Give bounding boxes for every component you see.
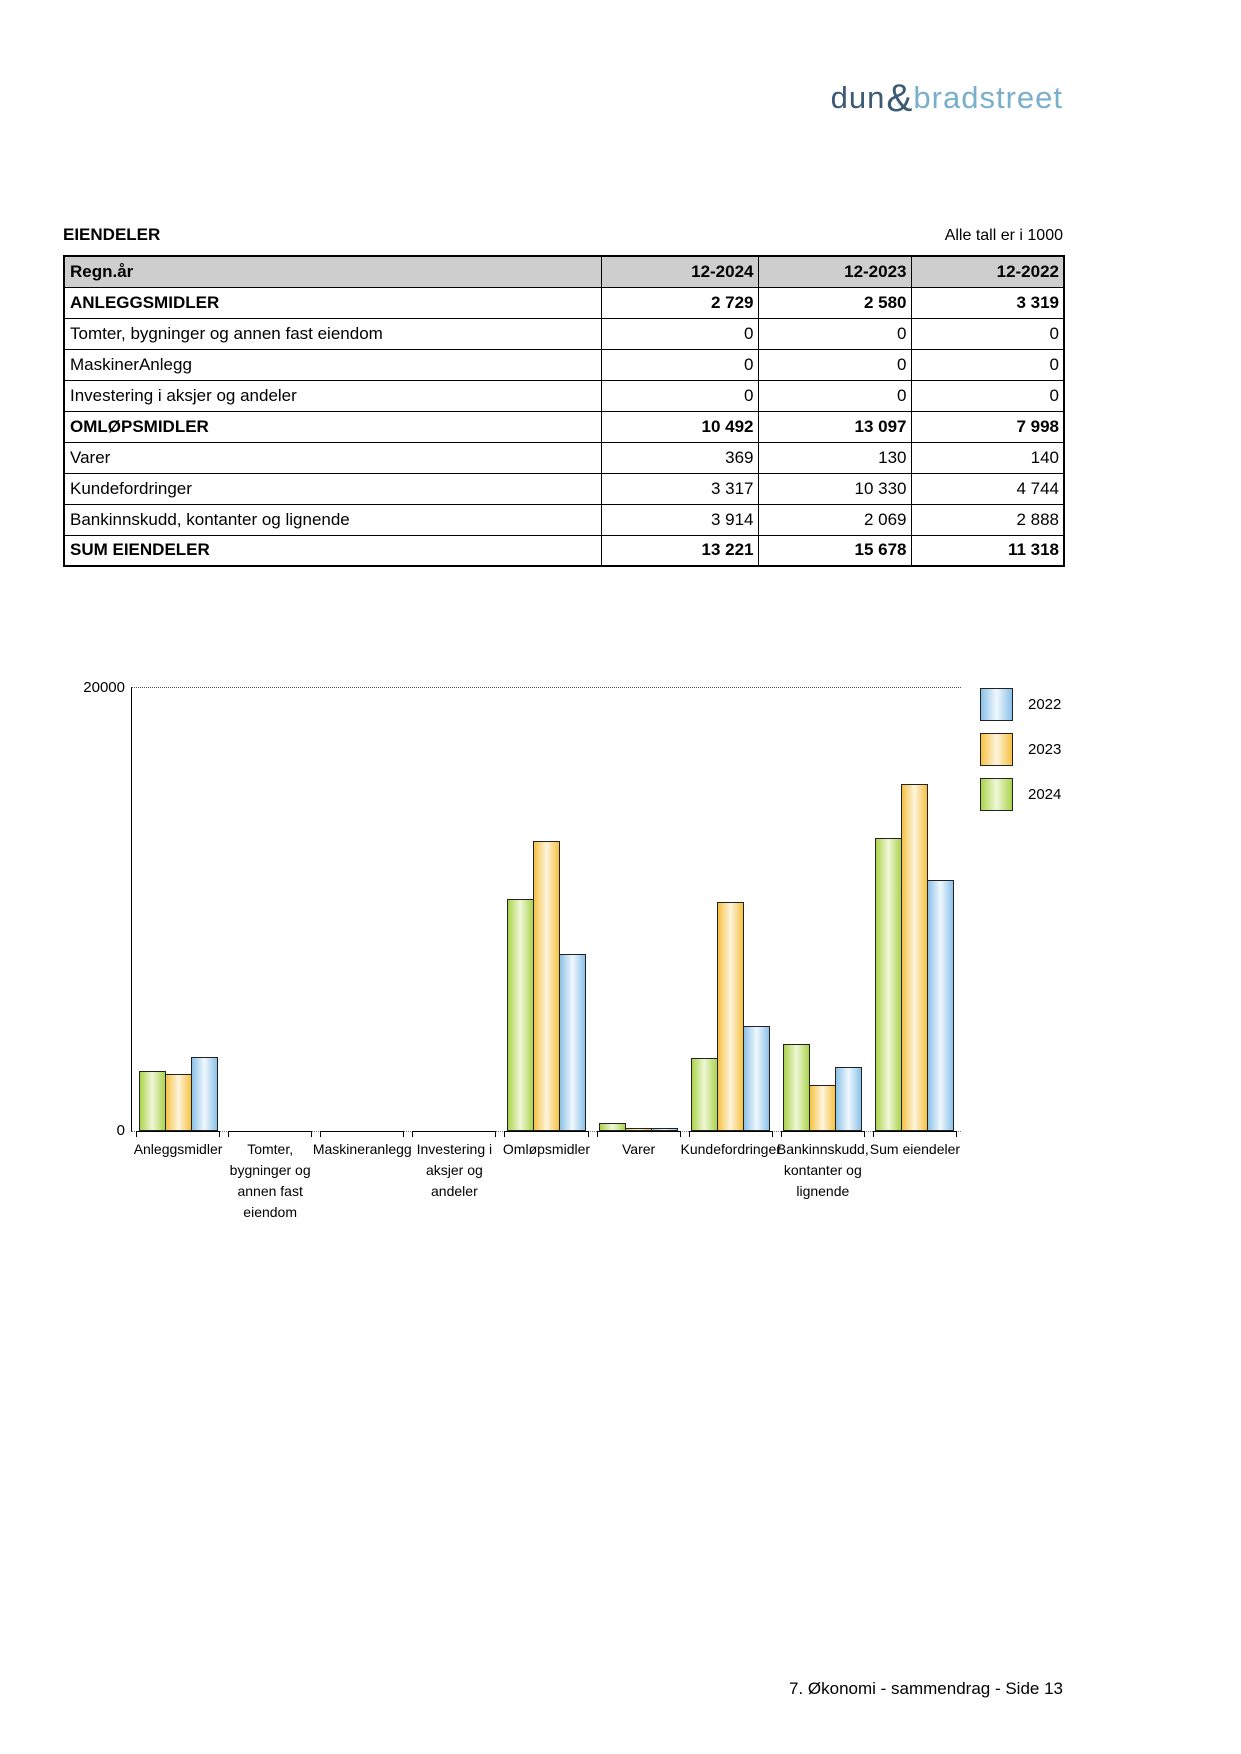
table-row [64, 504, 1064, 535]
baseline-segment [228, 1131, 312, 1132]
bar-group [132, 688, 224, 1157]
cell-value: 2 580 [758, 287, 911, 318]
table-header-row [64, 256, 1064, 287]
cell-value: 369 [601, 442, 758, 473]
axis-tick [228, 1131, 229, 1137]
section-title: EIENDELER [63, 225, 161, 244]
axis-tick [956, 1131, 957, 1137]
row-label: SUM EIENDELER [64, 535, 601, 566]
table-row [64, 473, 1064, 504]
logo-text-bradstreet: bradstreet [913, 80, 1063, 115]
bar-group [312, 688, 412, 1157]
row-label: ANLEGGSMIDLER [64, 287, 601, 318]
cell-value: 13 221 [601, 535, 758, 566]
bar-2023 [901, 784, 928, 1131]
cell-value: 0 [601, 318, 758, 349]
cell-value: 3 319 [911, 287, 1064, 318]
x-axis-label: Sum eiendeler [869, 1141, 961, 1157]
cell-value: 0 [911, 318, 1064, 349]
legend-swatch [980, 778, 1013, 811]
plot-area [131, 687, 961, 1220]
bars [132, 1057, 224, 1131]
axis-tick [588, 1131, 589, 1137]
axis-tick [772, 1131, 773, 1137]
table-row [64, 380, 1064, 411]
y-axis-tick-label-max: 20000 [83, 679, 125, 696]
axis-tick [873, 1131, 874, 1137]
table-row [64, 535, 1064, 566]
cell-value: 15 678 [758, 535, 911, 566]
baseline-segment [136, 1131, 220, 1132]
bar-2024 [507, 899, 534, 1131]
units-note: Alle tall er i 1000 [944, 227, 1063, 244]
table-row [64, 442, 1064, 473]
legend-label: 2023 [1028, 741, 1062, 758]
axis-tick [781, 1131, 782, 1137]
bar-group [500, 688, 592, 1157]
cell-value: 10 330 [758, 473, 911, 504]
bars [500, 841, 592, 1131]
legend-swatch [980, 688, 1013, 721]
cell-value: 0 [911, 380, 1064, 411]
cell-value: 7 998 [911, 411, 1064, 442]
cell-value: 4 744 [911, 473, 1064, 504]
row-label: Kundefordringer [64, 473, 601, 504]
column-header-period: 12-2023 [758, 256, 911, 287]
cell-value: 140 [911, 442, 1064, 473]
axis-tick [219, 1131, 220, 1137]
cell-value: 0 [601, 349, 758, 380]
x-axis-label: Kundefordringer [680, 1141, 781, 1157]
cell-value: 13 097 [758, 411, 911, 442]
cell-value: 0 [758, 349, 911, 380]
bar-2023 [809, 1085, 836, 1131]
bar-2024 [139, 1071, 166, 1131]
ampersand-icon: & [886, 77, 913, 120]
x-axis-label: Bankinnskudd, kontanter og lignende [776, 1141, 869, 1199]
bar-2024 [875, 838, 902, 1131]
bar-2022 [927, 880, 954, 1131]
baseline-segment [320, 1131, 404, 1132]
baseline-segment [781, 1131, 865, 1132]
axis-tick [136, 1131, 137, 1137]
legend-label: 2024 [1028, 786, 1062, 803]
assets-table [63, 255, 1065, 567]
axis-tick [403, 1131, 404, 1137]
x-axis-label: Omløpsmidler [502, 1141, 591, 1157]
cell-value: 2 888 [911, 504, 1064, 535]
section-title-row [63, 225, 1063, 245]
cell-value: 0 [758, 380, 911, 411]
bar-group [224, 688, 316, 1220]
axis-tick [680, 1131, 681, 1137]
bar-2023 [717, 902, 744, 1131]
table-row [64, 411, 1064, 442]
bar-2022 [559, 954, 586, 1131]
baseline-segment [873, 1131, 957, 1132]
legend-item-2023 [980, 733, 1061, 766]
cell-value: 0 [911, 349, 1064, 380]
table-row [64, 318, 1064, 349]
y-axis-tick-label-zero: 0 [116, 1122, 125, 1139]
column-header-period: 12-2022 [911, 256, 1064, 287]
axis-tick [597, 1131, 598, 1137]
bar-group [593, 688, 685, 1157]
x-axis-label: Anleggsmidler [133, 1141, 223, 1157]
legend-label: 2022 [1028, 696, 1062, 713]
bar-2022 [743, 1026, 770, 1131]
cell-value: 0 [758, 318, 911, 349]
bar-2022 [191, 1057, 218, 1131]
baseline-segment [689, 1131, 773, 1132]
row-label: OMLØPSMIDLER [64, 411, 601, 442]
bar-2024 [599, 1123, 626, 1131]
cell-value: 11 318 [911, 535, 1064, 566]
legend-item-2022 [980, 688, 1061, 721]
cell-value: 130 [758, 442, 911, 473]
axis-tick [689, 1131, 690, 1137]
axis-tick [504, 1131, 505, 1137]
table-row [64, 349, 1064, 380]
bar-2024 [691, 1058, 718, 1131]
axis-tick [412, 1131, 413, 1137]
baseline-segment [597, 1131, 681, 1132]
dun-bradstreet-logo [0, 74, 1063, 118]
bar-2023 [165, 1074, 192, 1131]
x-axis-label: Investering i aksjer og andeler [416, 1141, 493, 1199]
axis-tick [311, 1131, 312, 1137]
x-axis-label: Tomter, bygninger og annen fast eiendom [229, 1141, 311, 1220]
row-label: Varer [64, 442, 601, 473]
row-label: MaskinerAnlegg [64, 349, 601, 380]
baseline-segment [504, 1131, 588, 1132]
table-row [64, 287, 1064, 318]
bar-2023 [533, 841, 560, 1131]
axis-tick [320, 1131, 321, 1137]
cell-value: 2 069 [758, 504, 911, 535]
x-axis-label: Maskineranlegg [312, 1141, 412, 1157]
bar-2022 [835, 1067, 862, 1131]
bar-2022 [651, 1128, 678, 1131]
bar-2023 [625, 1128, 652, 1131]
row-label: Tomter, bygninger og annen fast eiendom [64, 318, 601, 349]
bar-group [776, 688, 869, 1199]
bar-group [680, 688, 781, 1157]
bars [685, 902, 777, 1131]
legend-swatch [980, 733, 1013, 766]
column-header-period: 12-2024 [601, 256, 758, 287]
bar-2024 [783, 1044, 810, 1131]
bars [777, 1044, 869, 1131]
page-footer: 7. Økonomi - sammendrag - Side 13 [788, 1679, 1063, 1698]
bars [593, 1123, 685, 1131]
x-axis-label: Varer [621, 1141, 656, 1157]
baseline-segment [412, 1131, 496, 1132]
row-label: Investering i aksjer og andeler [64, 380, 601, 411]
cell-value: 2 729 [601, 287, 758, 318]
logo-text-dun: dun [830, 80, 886, 115]
cell-value: 10 492 [601, 411, 758, 442]
legend-item-2024 [980, 778, 1061, 811]
row-label: Bankinnskudd, kontanter og lignende [64, 504, 601, 535]
bars [869, 784, 961, 1131]
column-header-regnar: Regn.år [64, 256, 601, 287]
cell-value: 3 914 [601, 504, 758, 535]
chart-legend [980, 688, 1061, 811]
axis-tick [495, 1131, 496, 1137]
bar-group [408, 688, 500, 1199]
cell-value: 3 317 [601, 473, 758, 504]
axis-tick [864, 1131, 865, 1137]
bar-group [869, 688, 961, 1157]
cell-value: 0 [601, 380, 758, 411]
